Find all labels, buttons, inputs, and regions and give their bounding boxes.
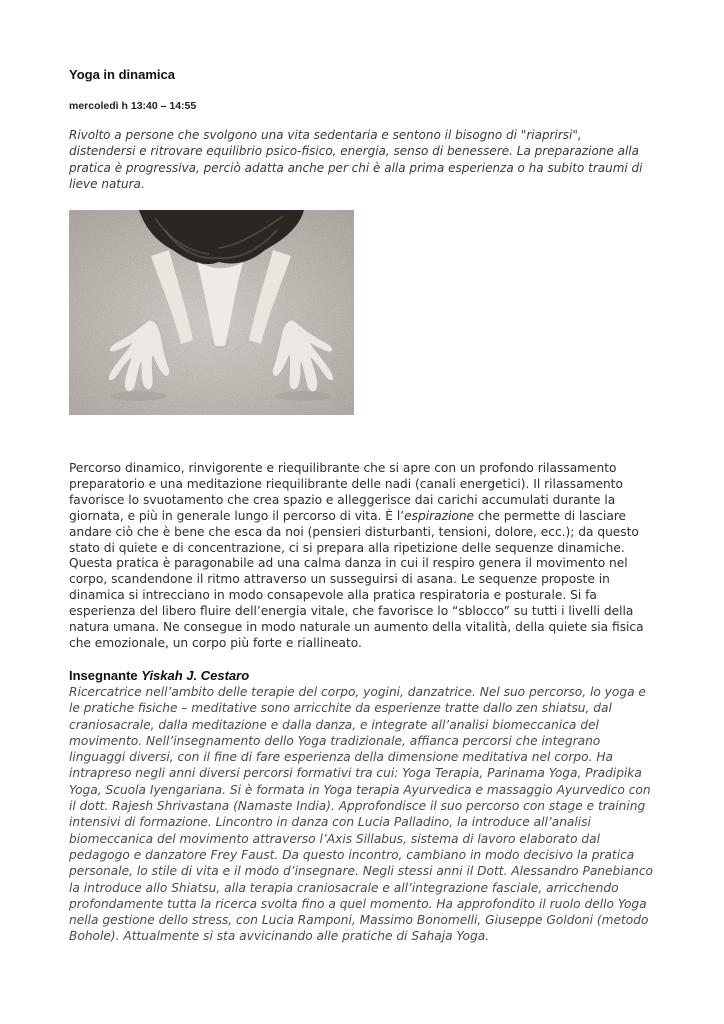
page-title: Yoga in dinamica <box>69 67 175 82</box>
description-text-2: che permette di lasciare andare ciò che è bene che esca da noi (pensieri disturbanti, tensioni, dolore, ecc.); da questo stato di quiete e di concentrazione, ci si prepara alla ripetizione delle sequenze dinamiche. Questa pratica è paragonabile ad una calma danza in cui il respiro genera il movimento nel corpo, scandendone il ritmo attraverso un susseguirsi di asana. Le sequenze proposte in dinamica si intrecciano in modo consapevole alla pratica respiratoria e posturale. Si fa esperienza del libero fluire dell’energia vitale, che favorisce lo “sblocco” su tutti i livelli della natura umana. Ne consegue in modo naturale un aumento della vitalità, della quiete sia fisica che emozionale, un corpo più forte e riallineato. <box>69 508 644 650</box>
description-text-1: Percorso dinamico, rinvigorente e riequilibrante che si apre con un profondo rilassamento preparatorio e una meditazione riequilibrante delle nadi (canali energetici). Il rilassamento favorisce lo svuotamento che crea spazio e alleggerisce dai carichi accumulati durante la giornata, e più in generale lungo il percorso di vita. È l’ <box>69 461 623 523</box>
teacher-bio: Ricercatrice nell’ambito delle terapie del corpo, yogini, danzatrice. Nel suo percorso, lo yoga e le pratiche fisiche – meditative sono arricchite da esperienze tratte dallo zen shiatsu, dal craniosacrale, dalla meditazione e dalla danza, e integrate all’analisi biomeccanica del movimento. Nell’insegnamento dello Yoga tradizionale, affianca percorsi che integrano linguaggi diversi, con il fine di fare esperienza della dimensione meditativa nel corpo. Ha intrapreso negli anni diversi percorsi formativi tra cui: Yoga Terapia, Parinama Yoga, Pradipika Yoga, Scuola Iyengariana. Si è formata in Yoga terapia Ayurvedica e massaggio Ayurvedico con il dott. Rajesh Shrivastana (Namaste India). Approfondisce il suo percorso con stage e training intensivi di formazione. Lincontro in danza con Lucia Palladino, la introduce all’analisi biomeccanica del movimento attraverso l’Axis Sillabus, sistema di lavoro elaborato dal pedagogo e danzatore Frey Faust. Da questo incontro, cambiano in modo decisivo la pratica personale, lo stile di vita e il modo d’insegnare. Negli stessi anni il Dott. Alessandro Panebianco la introduce allo Shiatsu, alla terapia craniosacrale e all’integrazione fasciale, arricchendo profondamente tutta la ricerca svolta fino a quel momento. Ha approfondito il ruolo dello Yoga nella gestione dello stress, con Lucia Ramponi, Massimo Bonomelli, Giuseppe Goldoni (metodo Bohole). Attualmente si sta avvicinando alle pratiche di Sahaja Yoga. <box>69 685 654 944</box>
description-emphasis: espirazione <box>404 508 475 523</box>
yoga-photo <box>69 210 354 415</box>
teacher-heading <box>69 668 249 683</box>
class-schedule: mercoledì h 13:40 – 14:55 <box>69 100 197 112</box>
intro-paragraph: Rivolto a persone che svolgono una vita sedentaria e sentono il bisogno di "riaprirsi", distendersi e ritrovare equilibrio psico-fisico, energia, senso di benessere. La preparazione alla pratica è progressiva, perciò adatta anche per chi è alla prima esperienza o ha subito traumi di lieve natura. <box>69 128 643 192</box>
description-paragraph <box>69 461 659 652</box>
teacher-label: Insegnante <box>69 668 142 683</box>
teacher-name: Yiskah J. Cestaro <box>141 668 250 683</box>
